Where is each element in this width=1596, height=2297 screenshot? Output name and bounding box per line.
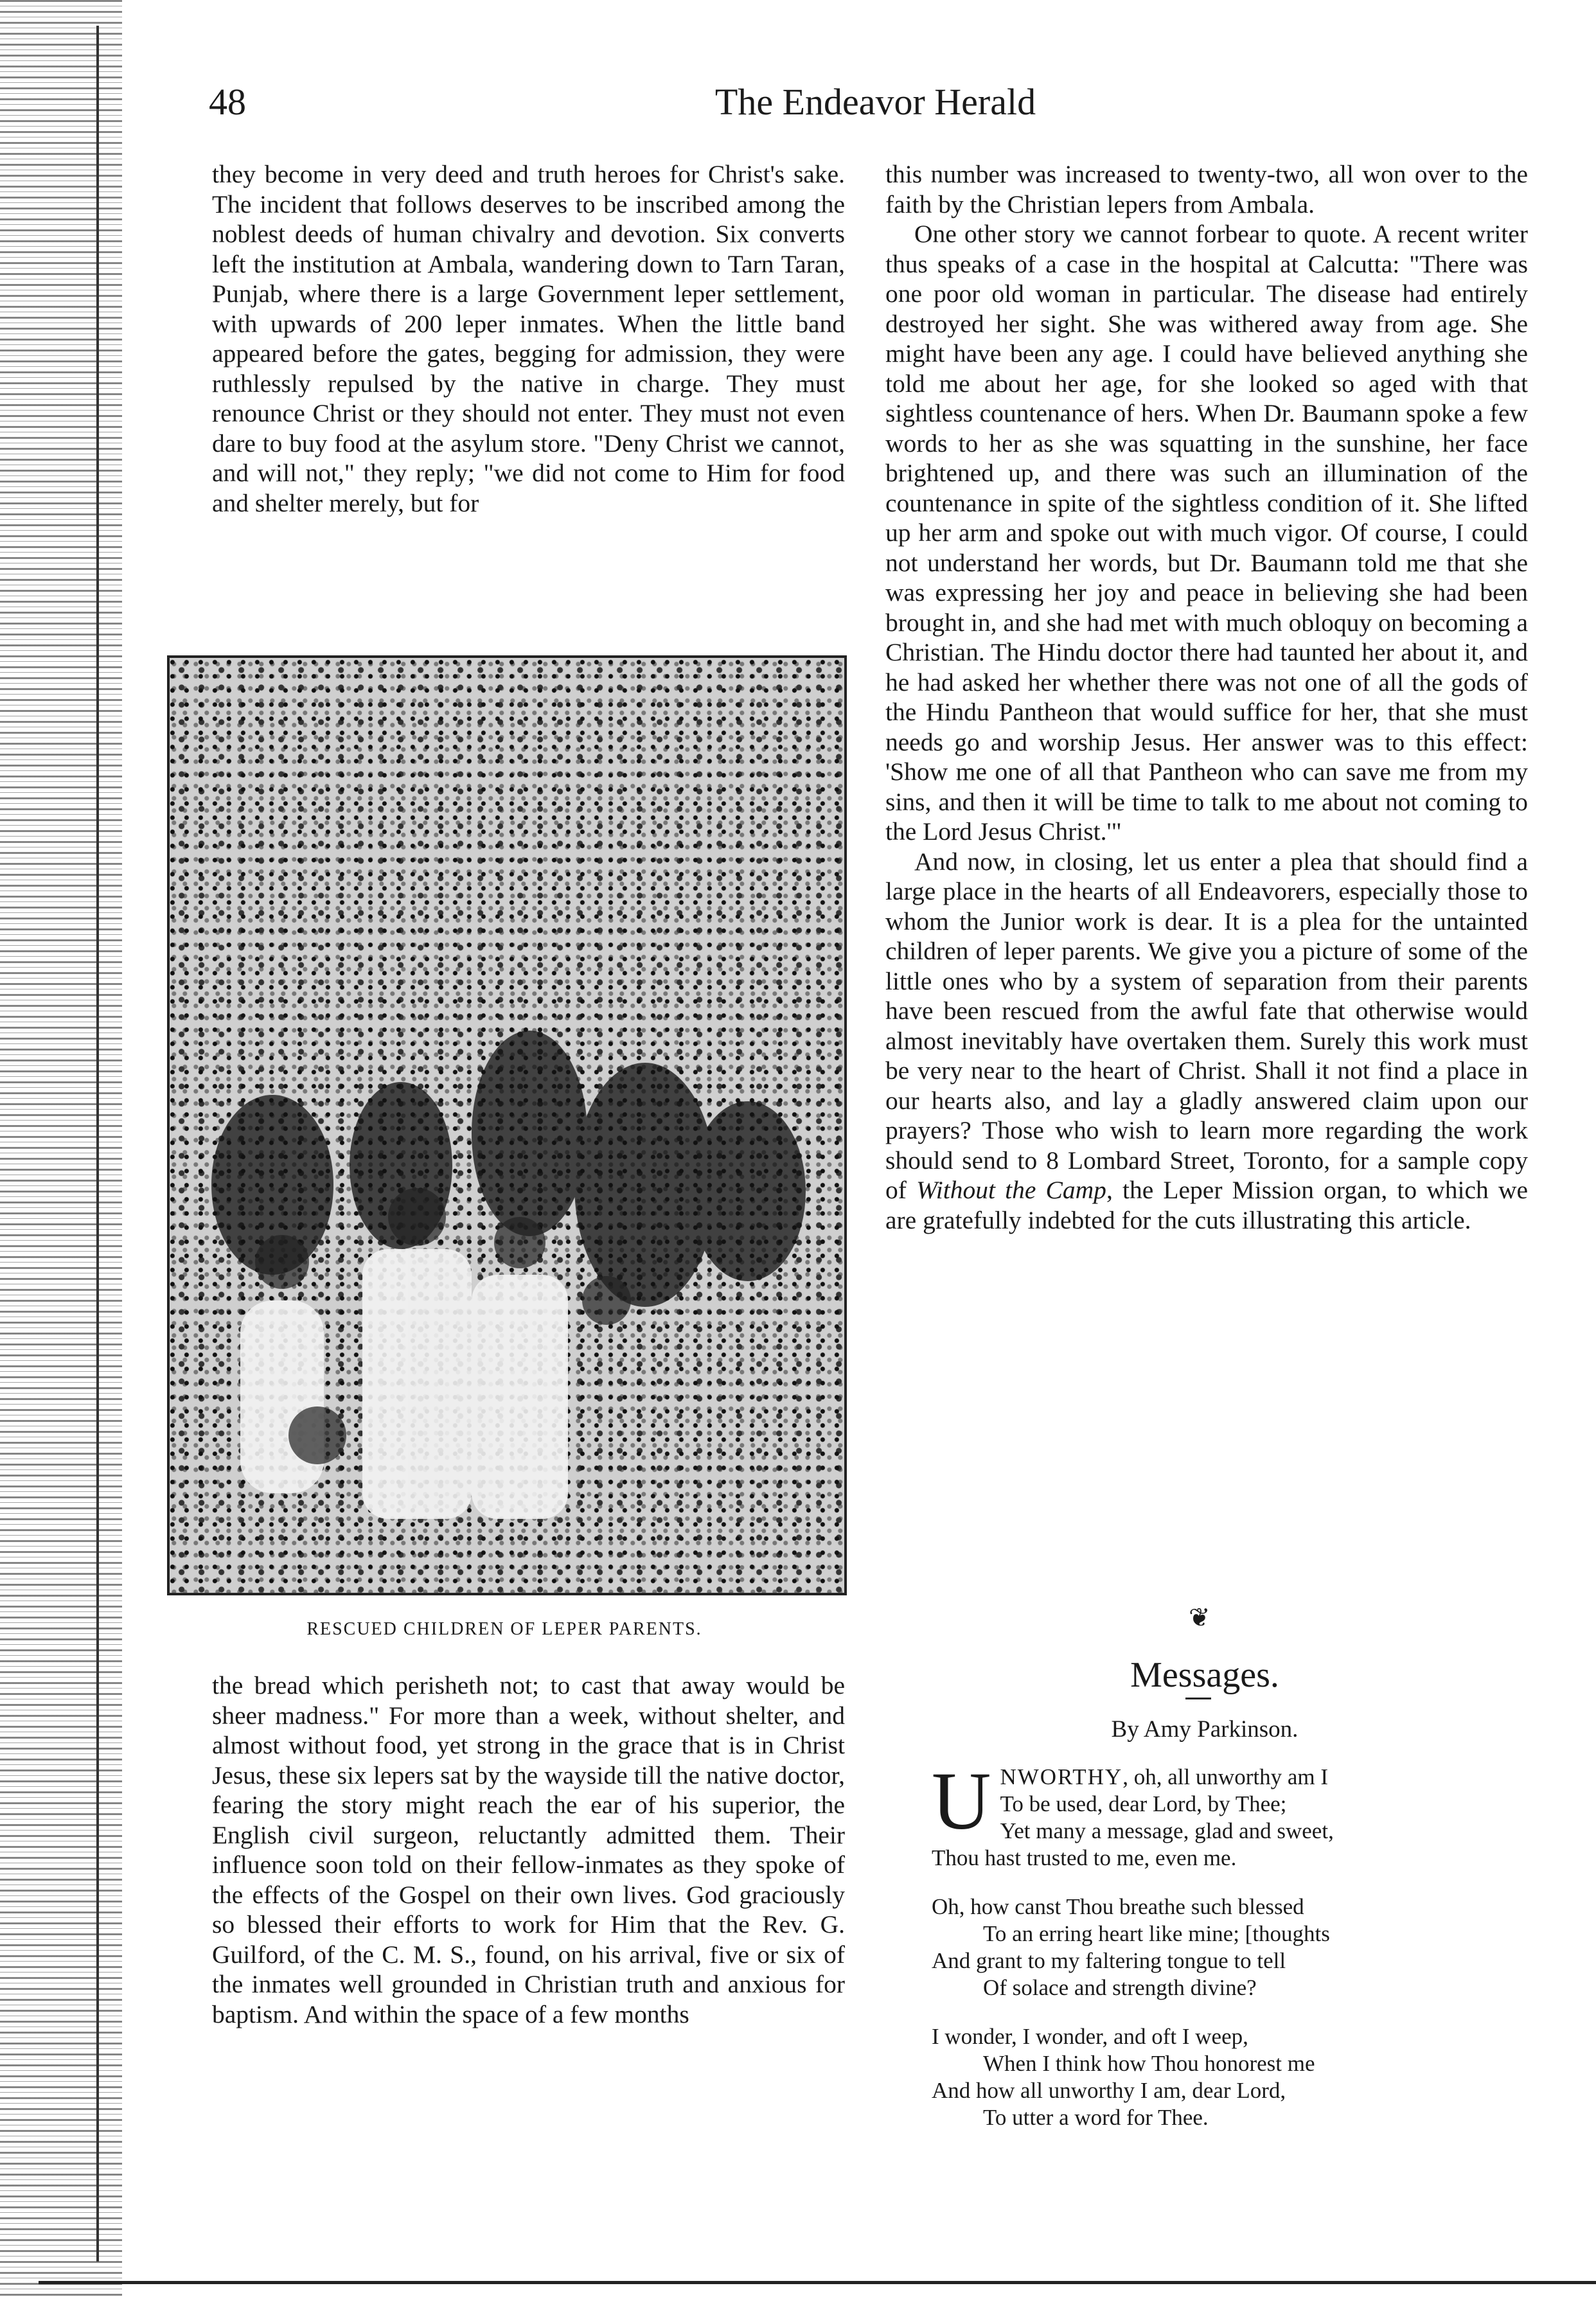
stanza-1 — [932, 1755, 1542, 1872]
photo-rescued-children — [167, 655, 847, 1595]
stanza-2 — [932, 1893, 1542, 2001]
left-column-top — [212, 159, 845, 518]
poem-byline: By Amy Parkinson. — [1111, 1716, 1299, 1743]
line-text: , oh, all unworthy am I — [1122, 1764, 1329, 1789]
first-word: NWORTHY — [1000, 1764, 1123, 1789]
title-rule — [1185, 1698, 1211, 1699]
poem-line: To utter a word for Thee. — [983, 2105, 1209, 2130]
running-title: The Endeavor Herald — [714, 81, 1036, 123]
poem-line: Of solace and strength divine? — [983, 1975, 1257, 2000]
bottom-rule — [39, 2281, 1596, 2284]
poem-line: Thou hast trusted to me, even me. — [932, 1845, 1237, 1870]
poem — [932, 1755, 1542, 2153]
paragraph-text: And now, in closing, let us enter a plea that should find a large place in the hearts of all Endeavorers, especially those to whom the Junior work is dear. It is a plea for the untainted children of leper parents. We give you a picture of some of the little ones who by a system of separation from their parents have been rescued from the awful fate that otherwise would almost inevitably have overtaken them. Surely this work must be very near to the heart of Christ. Shall it not find a place in our hearts also, and lay a gladly answered claim upon our prayers? Those who wish to learn more regarding the work should send to 8 Lombard Street, Toronto, for a sample copy of — [885, 847, 1528, 1204]
paragraph — [885, 847, 1528, 1236]
poem-line: To an erring heart like mine; [thoughts — [983, 1921, 1330, 1946]
poem-line: I wonder, I wonder, and oft I weep, — [932, 2024, 1248, 2049]
poem-line: Oh, how canst Thou breathe such blessed — [932, 1894, 1304, 1919]
poem-title: Messages. — [1130, 1655, 1279, 1695]
poem-line: And how all unworthy I am, dear Lord, — [932, 2078, 1286, 2103]
paragraph-text: , the Leper Mission organ, to which we are gratefully indebted for the cuts illustrating this article. — [885, 1176, 1529, 1234]
page-number: 48 — [209, 81, 246, 123]
paragraph: this number was increased to twenty-two, all won over to the faith by the Christian lepers from Ambala. — [885, 160, 1528, 218]
poem-line: To be used, dear Lord, by Thee; — [1000, 1791, 1287, 1816]
binding-edge — [0, 0, 122, 2297]
binding-line — [96, 26, 99, 2262]
left-column-bottom — [212, 1671, 845, 2029]
poem-line: When I think how Thou honorest me — [983, 2051, 1315, 2076]
poem-line: And grant to my faltering tongue to tell — [932, 1948, 1286, 1973]
publication-title: Without the Camp — [916, 1176, 1106, 1204]
paragraph: One other story we cannot forbear to quote. A recent writer thus speaks of a case in the hospital at Calcutta: "There was one poor old woman in particular. The disease had entirely destroyed her sight. She was withered away from age. She might have been any age. I could have believed anything she told me about her age, for she looked so aged with that sightless countenance of hers. When Dr. Baumann spoke a few words to her as she was squatting in the sunshine, her face brightened up, and there was such an illumination of the countenance in spite of the sightless condition of it. She lifted up her arm and spoke out with much vigor. Of course, I could not understand her words, but Dr. Baumann told me that she was expressing her joy and peace in believing she had been brought in, and she had met with much obloquy on becoming a Christian. The Hindu doctor there had taunted her about it, and he had asked her whether there was not one of all the gods of the Hindu Pantheon that would suffice for her, that she must needs go and worship Jesus. Her answer was to this effect: 'Show me one of all that Pantheon who can save me from my sins, and then it will be time to talk to me about not coming to the Lord Jesus Christ.'" — [885, 220, 1528, 846]
right-column — [885, 159, 1528, 1235]
paragraph: the bread which perisheth not; to cast that away would be sheer madness." For more than a week, without shelter, and almost without food, yet strong in the grace that is in Christ Jesus, these six lepers sat by the wayside till the native doctor, fearing the story might reach the ear of his superior, the English civil surgeon, reluctantly admitted them. Their influence soon told on their fellow-inmates as they spoke of the effects of the Gospel on their own lives. God graciously so blessed their efforts to work for Him that the Rev. G. Guilford, of the C. M. S., found, on his arrival, five or six of the inmates well grounded in Christian truth and anxious for baptism. And within the space of a few months — [212, 1671, 845, 2028]
ornament-icon: ❦ — [1189, 1603, 1210, 1633]
page-header — [209, 80, 1542, 138]
stanza-3 — [932, 2023, 1542, 2131]
photo-caption: RESCUED CHILDREN OF LEPER PARENTS. — [306, 1619, 702, 1639]
paragraph: they become in very deed and truth heroes for Christ's sake. The incident that follows deserves to be inscribed among the noblest deeds of human chivalry and devotion. Six converts left the institution at Ambala, wandering down to Tarn Taran, Punjab, where there is a large Government leper settlement, with upwards of 200 leper inmates. When the little band appeared before the gates, begging for admission, they were ruthlessly repulsed by the native in charge. They must renounce Christ or they should not enter. They must not even dare to buy food at the asylum store. "Deny Christ we cannot, and will not," they reply; "we did not come to Him for food and shelter merely, but for — [212, 160, 845, 517]
drop-cap: U — [932, 1755, 991, 1847]
poem-line: Yet many a message, glad and sweet, — [1000, 1818, 1334, 1843]
photo-illustration — [170, 658, 844, 1593]
